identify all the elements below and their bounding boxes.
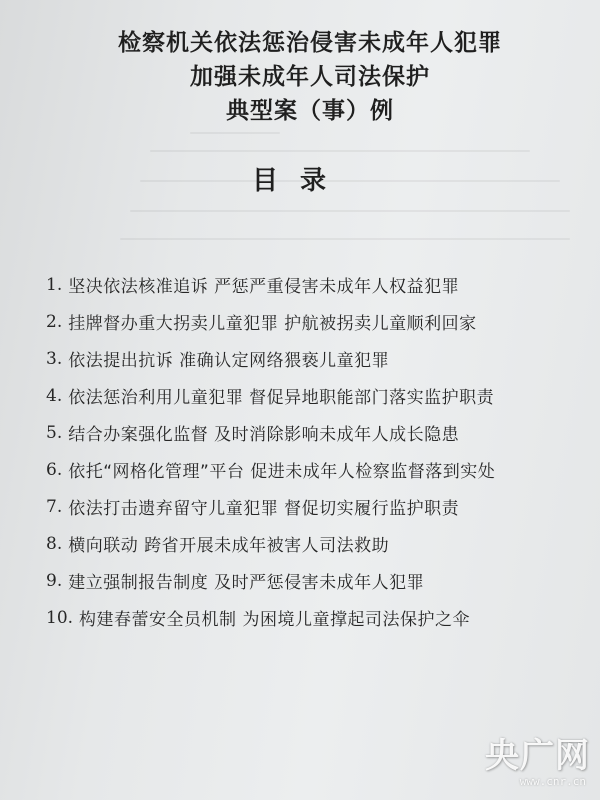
toc-item-number: 2. bbox=[46, 311, 63, 332]
toc-item-text: 横向联动 跨省开展未成年被害人司法救助 bbox=[68, 536, 390, 556]
show-through-line bbox=[190, 132, 280, 134]
toc-item-text: 依托“网格化管理”平台 促进未成年人检察监督落到实处 bbox=[68, 462, 496, 482]
toc-item bbox=[46, 527, 586, 560]
toc-item-text: 挂牌督办重大拐卖儿童犯罪 护航被拐卖儿童顺利回家 bbox=[68, 314, 477, 334]
toc-item bbox=[46, 564, 586, 597]
toc-item bbox=[46, 453, 586, 486]
toc-item-number: 10. bbox=[46, 607, 74, 628]
toc-item-text: 依法惩治利用儿童犯罪 督促异地职能部门落实监护职责 bbox=[68, 388, 495, 408]
toc-item-text: 建立强制报告制度 及时严惩侵害未成年人犯罪 bbox=[68, 573, 425, 593]
toc-item bbox=[46, 601, 586, 634]
document-title bbox=[60, 26, 560, 128]
toc-heading: 目录 bbox=[251, 166, 348, 196]
toc-item-number: 3. bbox=[46, 348, 63, 369]
toc-item-number: 6. bbox=[46, 459, 63, 480]
toc-item bbox=[46, 490, 586, 523]
toc-item-number: 7. bbox=[46, 496, 63, 517]
toc-item-text: 坚决依法核准追诉 严惩严重侵害未成年人权益犯罪 bbox=[68, 277, 460, 297]
toc-item bbox=[46, 379, 586, 412]
watermark bbox=[485, 737, 590, 788]
toc-item-text: 依法提出抗诉 准确认定网络猥亵儿童犯罪 bbox=[68, 351, 390, 371]
toc-list bbox=[46, 268, 586, 638]
toc-item-text: 构建春蕾安全员机制 为困境儿童撑起司法保护之伞 bbox=[79, 610, 470, 630]
toc-item-text: 结合办案强化监督 及时消除影响未成年人成长隐患 bbox=[68, 425, 460, 445]
show-through-line bbox=[120, 238, 570, 240]
watermark-domain: www.cnr.cn bbox=[519, 775, 586, 788]
toc-item bbox=[46, 416, 586, 449]
toc-item-number: 1. bbox=[46, 274, 63, 295]
toc-item-number: 9. bbox=[46, 570, 63, 591]
toc-item bbox=[46, 268, 586, 301]
title-line: 检察机关依法惩治侵害未成年人犯罪 bbox=[118, 30, 502, 56]
toc-item-number: 8. bbox=[46, 533, 63, 554]
toc-item-number: 4. bbox=[46, 385, 63, 406]
toc-item-text: 依法打击遗弃留守儿童犯罪 督促切实履行监护职责 bbox=[68, 499, 460, 519]
title-line: 典型案（事）例 bbox=[226, 98, 394, 124]
toc-item-number: 5. bbox=[46, 422, 63, 443]
show-through-line bbox=[130, 210, 570, 212]
title-line: 加强未成年人司法保护 bbox=[190, 64, 430, 90]
toc-item bbox=[46, 342, 586, 375]
toc-item bbox=[46, 305, 586, 338]
watermark-logo: 央广网 bbox=[485, 736, 590, 776]
show-through-line bbox=[150, 150, 530, 152]
